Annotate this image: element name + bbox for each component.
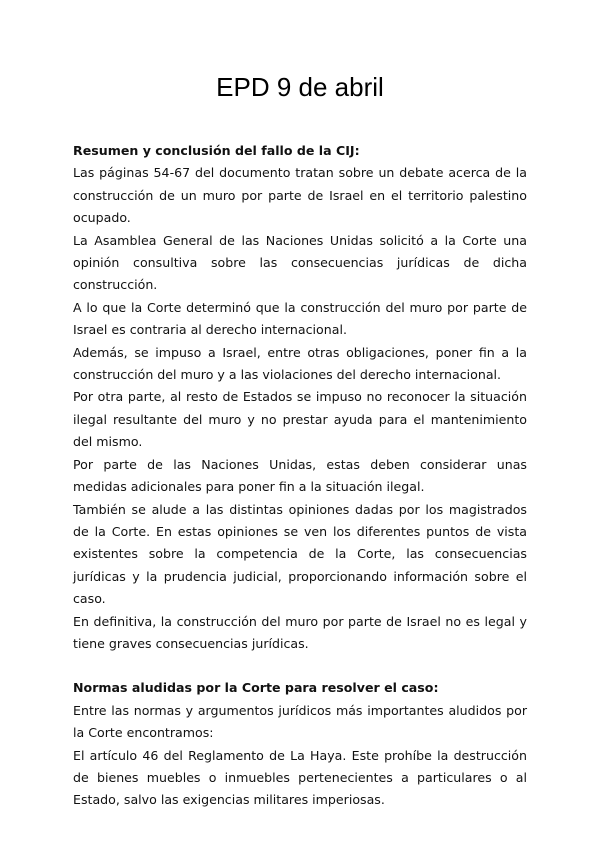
paragraph: Entre las normas y argumentos jurídicos más importantes aludidos por la Corte encontramos: — [73, 702, 527, 741]
section-heading-summary: Resumen y conclusión del fallo de la CIJ: — [73, 143, 360, 158]
paragraph: En definitiva, la construcción del muro por parte de Israel no es legal y tiene graves consecuencias jurídicas. — [73, 613, 527, 651]
paragraph: También se alude a las distintas opiniones dadas por los magistrados de la Corte. En estas opiniones se ven los diferentes puntos de vista existentes sobre la competencia de la Corte, las consecuencias jurídicas y la prudencia judicial, proporcionando información sobre el caso. — [73, 501, 527, 607]
paragraph: A lo que la Corte determinó que la construcción del muro por parte de Israel es contraria al derecho internacional. — [73, 299, 527, 338]
page-title: EPD 9 de abril — [216, 72, 384, 102]
section-norms — [73, 677, 527, 811]
paragraph: La Asamblea General de las Naciones Unidas solicitó a la Corte una opinión consultiva sobre las consecuencias jurídicas de dicha construcción. — [73, 232, 527, 293]
section-spacer — [73, 655, 527, 677]
paragraph: Además, se impuso a Israel, entre otras obligaciones, poner fin a la construcción del muro y a las violaciones del derecho internacional. — [73, 344, 527, 383]
section-summary — [73, 140, 527, 655]
paragraph: El artículo 46 del Reglamento de La Haya. Este prohíbe la destrucción de bienes muebles o inmuebles pertenecientes a particulares o al Estado, salvo las exigencias militares imperiosas. — [73, 747, 527, 808]
section-heading-norms: Normas aludidas por la Corte para resolver el caso: — [73, 680, 439, 696]
paragraph: Las páginas 54-67 del documento tratan sobre un debate acerca de la construcción de un muro por parte de Israel en el territorio palestino ocupado. — [73, 165, 527, 226]
paragraph: Por otra parte, al resto de Estados se impuso no reconocer la situación ilegal resultante del muro y no prestar ayuda para el mantenimiento del mismo. — [73, 389, 527, 450]
paragraph: Por parte de las Naciones Unidas, estas deben considerar unas medidas adicionales para poner fin a la situación ilegal. — [73, 456, 527, 495]
document-body — [73, 140, 527, 812]
